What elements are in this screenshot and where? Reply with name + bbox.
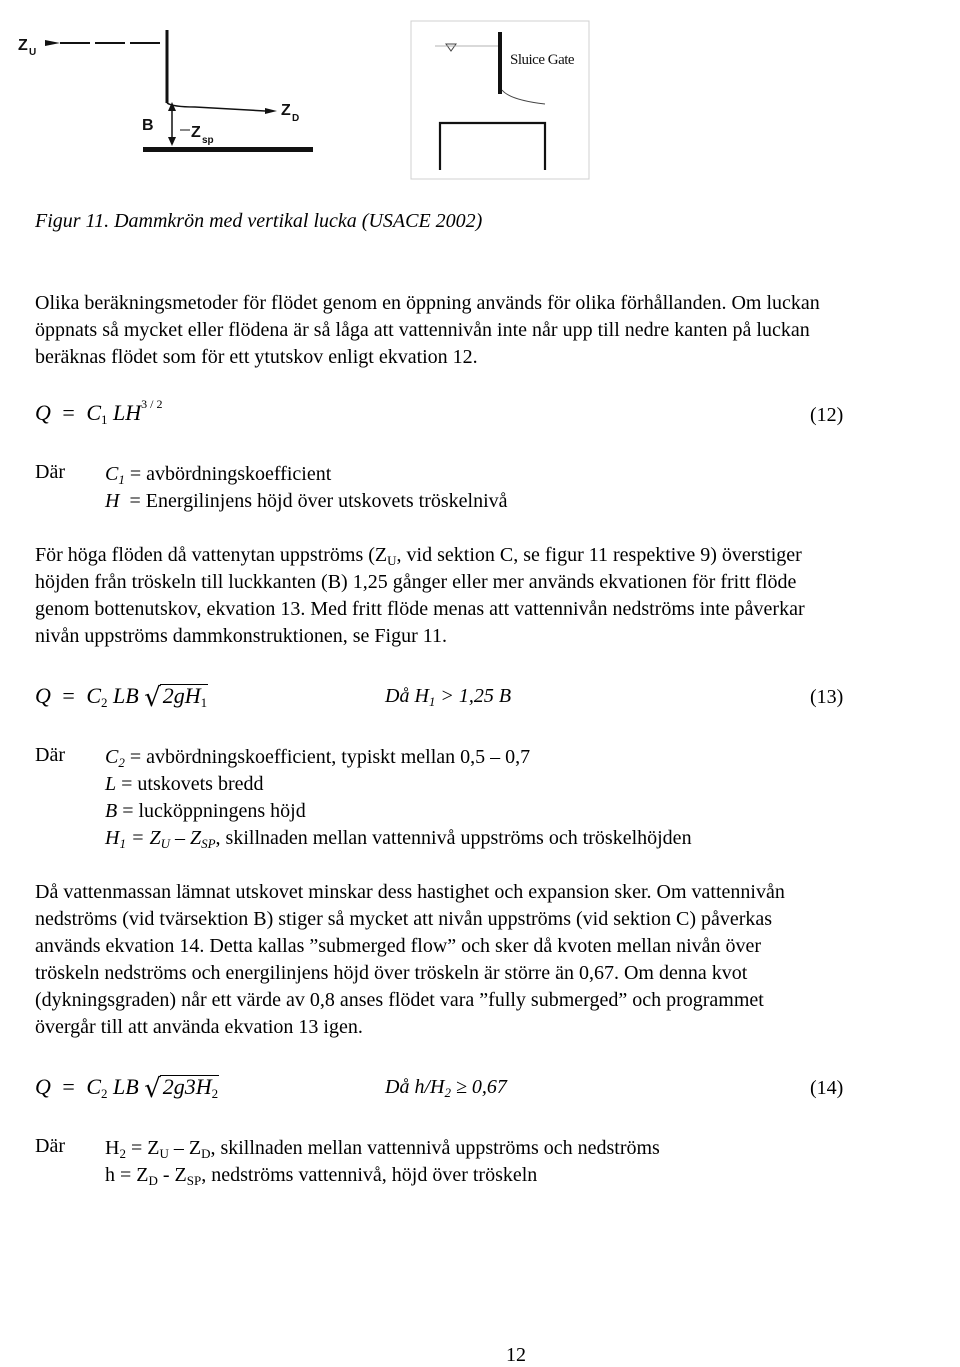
where14-def-h2: $H_2 = Z_U - Z_D$, skillnaden mellan vattennivå uppströms och nedströms	[105, 1137, 660, 1161]
water-level-icon	[446, 44, 456, 51]
zu-label: Z	[18, 37, 28, 54]
eq12-equals: =	[62, 400, 75, 425]
eq12-exponent: 3 / 2	[141, 397, 163, 411]
paragraph-1-line: öppnats så mycket eller flödena är så låga att vattennivån inte når upp till nedre kanten på luckan	[35, 319, 810, 341]
eq13-condition: Då $H_1 > 1,25$ B	[385, 685, 512, 709]
b-label: B	[142, 117, 154, 134]
paragraph-3-line: (dykningsgraden) når ett värde av 0,8 anses flödet vara ”fully submerged” och programmet	[35, 989, 764, 1011]
paragraph-2-line: genom bottenutskov, ekvation 13. Med fritt flöde menas att vattennivån nedströms inte påverkar	[35, 598, 805, 620]
eq12-c-sub: 1	[101, 412, 108, 427]
floor-slab	[143, 147, 313, 152]
paragraph-2-line: För höga flöden då vattenytan uppströms ($Z_U$, vid sektion C, se figur 11 respektive 9) överstiger	[35, 544, 802, 568]
page-number: 12	[506, 1344, 526, 1366]
b-arrow-down-icon	[168, 137, 176, 146]
sluice-diagram-right	[410, 20, 590, 180]
figure-left	[15, 25, 315, 175]
zsp-label: Z	[191, 124, 201, 141]
where13-def-b: B = lucköppningens höjd	[105, 800, 306, 822]
equation-13: $Q = C_2$ LB $√2gH_1$	[35, 683, 208, 713]
where12-definitions	[105, 461, 508, 515]
equation-12	[35, 397, 163, 427]
where12-def-h: H = Energilinjens höjd över utskovets tröskelnivå	[105, 490, 508, 512]
figure-right	[410, 20, 590, 180]
paragraph-1-line: Olika beräkningsmetoder för flödet genom en öppning används för olika förhållanden. Om luckan	[35, 292, 820, 314]
zd-sub: D	[292, 113, 300, 124]
zsp-sub: sp	[202, 135, 214, 146]
where12-label: Där	[35, 461, 65, 483]
where13-definitions	[105, 744, 692, 852]
where13-def-h1: $H_1 = Z_U - Z_{SP}$, skillnaden mellan vattennivå uppströms och tröskelhöjden	[105, 827, 692, 851]
eq12-lh: LH	[113, 400, 142, 425]
eq12-number: (12)	[810, 404, 844, 426]
where13-label: Där	[35, 744, 65, 766]
paragraph-2-line: nivån uppströms dammkonstruktionen, se Figur 11.	[35, 625, 448, 647]
zd-label: Z	[281, 102, 291, 119]
figure-caption: Figur 11. Dammkrön med vertikal lucka (USACE 2002)	[35, 210, 483, 232]
zu-sub: U	[29, 47, 37, 58]
paragraph-3-line: används ekvation 14. Detta kallas ”submerged flow” och sker då kvoten mellan nivån över	[35, 935, 762, 957]
paragraph-2-line: höjden från tröskeln till luckkanten (B) 1,25 gånger eller mer används ekvationen för fritt flöde	[35, 571, 797, 593]
paragraph-3-line: nedströms (vid tvärsektion B) stiger så mycket att nivån uppströms (vid sektion C) påverkas	[35, 908, 773, 930]
eq12-q: Q	[35, 400, 51, 425]
upstream-arrow-icon	[45, 40, 60, 46]
paragraph-3-line: tröskeln nedströms och energilinjens höjd över tröskeln är större än 0,67. Om denna kvot	[35, 962, 748, 984]
eq12-c: C	[86, 400, 101, 425]
where12-def-c1: $C_1$ = avbördningskoefficient	[105, 463, 332, 487]
where14-label: Där	[35, 1135, 65, 1157]
eq14-condition: Då $h/H_2 \ge 0,67$	[385, 1076, 507, 1100]
eq13-sqrt-icon: √	[144, 683, 161, 713]
zd-arrow-icon	[265, 108, 277, 114]
where14-definitions	[105, 1135, 660, 1189]
where13-def-c2: $C_2$ = avbördningskoefficient, typiskt mellan 0,5 – 0,7	[105, 746, 531, 770]
paragraph-3-line: övergår till att använda ekvation 13 igen.	[35, 1016, 363, 1038]
eq14-sqrt-icon: √	[144, 1074, 161, 1104]
sluice-gate-rect	[498, 32, 502, 94]
jet-curve	[502, 90, 545, 104]
eq14-number: (14)	[810, 1077, 844, 1099]
sill-structure	[440, 123, 545, 170]
where13-def-l: L = utskovets bredd	[105, 773, 264, 795]
gate-label: Sluice Gate	[510, 52, 575, 68]
eq13-number: (13)	[810, 686, 844, 708]
downstream-water-line	[167, 103, 265, 111]
equation-14: $Q = C_2$ LB $√2g3H_2$	[35, 1074, 219, 1104]
where14-def-h: $h = Z_D - Z_{SP}$, nedströms vattennivå, höjd över tröskeln	[105, 1164, 538, 1188]
sluice-diagram-left	[15, 25, 315, 175]
paragraph-3-line: Då vattenmassan lämnat utskovet minskar dess hastighet och expansion sker. Om vattennivån	[35, 881, 785, 903]
paragraph-1-line: beräknas flödet som för ett ytutskov enligt ekvation 12.	[35, 346, 478, 368]
